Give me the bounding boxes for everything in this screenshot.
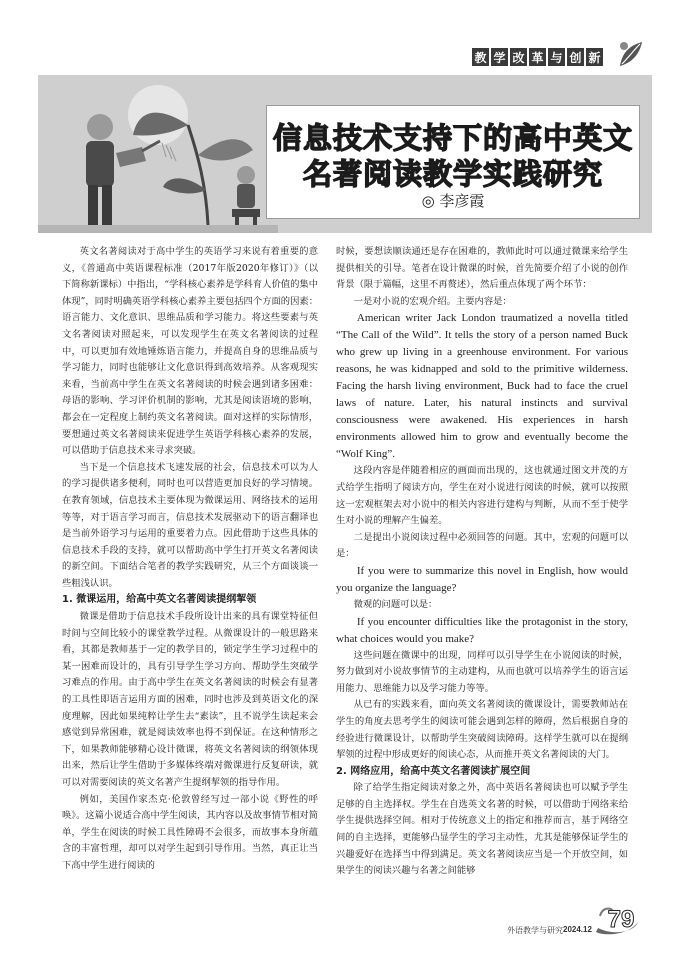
paragraph: 微课是借助于信息技术手段所设计出来的具有课堂特征但时间与空间比较小的课堂教学过程。从微课设计的一般思路来看，其都是教师基于一定的教学目的，锁定学生学习过程中的某一困难而设计的，具有引导学生学习方向、帮助学生突破学习难点的作用。由于高中学生在英文名著阅读的时候会有显著的工具性即语言运用方面的困难，同时也涉及到英语文化的深度理解，因此如果纯粹让学生去“素读”，且不说学生读起来会感觉到异常困难，就是阅读效率也得不到保证。在这种情形之下，如果教师能够精心设计微课，将英文名著阅读的纲领体现出来，然后让学生借助于多媒体终端对微课进行反复研读，就可以对需要阅读的英文名著产生提纲挈领的指导作用。 xyxy=(62,611,318,788)
paragraph: 这段内容是伴随着相应的画面而出现的，这也就通过图文并茂的方式给学生指明了阅读方向，学生在对小说进行阅读的时候，就可以按照这一宏观框架去对小说中的相关内容进行建构与判断，从而不至于使学生对小说的理解产生偏差。 xyxy=(336,465,628,527)
section-tag-char: 教 xyxy=(472,48,489,66)
article-title-line2: 名著阅读教学实践研究 xyxy=(302,157,603,191)
paragraph: 除了给学生指定阅读对象之外，高中英语名著阅读也可以赋予学生足够的自主选择权。学生在自选英文名著的时候，可以借助于网络来给学生提供选择空间。相对于传统意义上的指定和推荐而言，基于网络空间的自主选择，更能够凸显学生的学习主动性，尤其是能够保证学生的兴趣爱好在选择当中得到满足。英文名著阅读应当是一个开放空间，如果学生的阅读兴趣与名著之间能够 xyxy=(336,782,628,877)
section-tag-char: 革 xyxy=(529,48,546,66)
journal-issue: 2024.12 xyxy=(563,925,592,934)
article-title-line1: 信息技术支持下的高中英文 xyxy=(272,121,633,155)
left-column xyxy=(62,244,318,875)
paragraph: 例如，美国作家杰克·伦敦曾经写过一部小说《野性的呼唤》。这篇小说适合高中学生阅读，其内容以及故事情节相对简单，学生在阅读的时候工具性障碍不会很多，而故事本身所蕴含的丰富哲理，却可以对学生起到引导作用。当然，真正让当下高中学生进行阅读的 xyxy=(62,793,318,871)
paragraph: 这些问题在微课中的出现，同样可以引导学生在小说阅读的时候，努力做到对小说故事情节的主动建构，从而也就可以培养学生的语言运用能力、思维能力以及学习能力等等。 xyxy=(336,649,628,694)
section-tag-char: 改 xyxy=(510,48,527,66)
journal-name: 外语教学与研究 xyxy=(507,926,563,935)
page-number-badge xyxy=(594,902,640,938)
english-question: If you encounter difficulties like the protagonist in the story, what choices would you make? xyxy=(336,615,628,645)
leaf-logo-icon xyxy=(614,36,648,70)
english-passage: American writer Jack London traumatized a novella titled “The Call of the Wild”. It tells the story of a person named Buck who grew up living in a greenhouse environment. For various reasons, he was kidnapped and sold to the primitive wilderness. Facing the harsh living environment, Buck had to face the cruel laws of nature. Later, his natural instincts and survival consciousness were awakened. His experiences in harsh environments allowed him to grow and eventually become the “Wolf King”. xyxy=(336,312,628,461)
illustration-watering-plant xyxy=(38,75,278,233)
english-question: If you were to summarize this novel in English, how would you organize the language? xyxy=(336,564,628,594)
title-box xyxy=(266,105,640,219)
title-banner xyxy=(38,75,652,233)
paragraph: 从已有的实践来看，面向英文名著阅读的微课设计，需要教师站在学生的角度去思考学生的阅读可能会遇到怎样的障碍，然后根据自身的经验进行微课设计，以帮助学生突破阅读障碍。这样学生就可以在提纲挈领的过程中形成更好的阅读心态，从而推开英文名著阅读的大门。 xyxy=(336,699,628,761)
section-heading: 2. 网络应用，给高中英文名著阅读扩展空间 xyxy=(336,765,531,777)
article-author: ◎ 李彦霞 xyxy=(421,192,485,210)
paragraph: 一是对小说的宏观介绍。主要内容是： xyxy=(353,295,512,307)
section-heading: 1. 微课运用，给高中英文名著阅读提纲挈领 xyxy=(62,594,257,606)
paragraph: 英文名著阅读对于高中学生的英语学习来说有着重要的意义，《普通高中英语课程标准（2017年版2020年修订）》（以下简称新课标）中指出，“学科核心素养是学科育人价值的集中体现”，同时明确英语学科核心素养主要包括四个方面的因素：语言能力、文化意识、思维品质和学习能力。将这些要素与英文名著阅读对照起来，可以发现学生在英文名著阅读的过程中，可以更加有效地锤炼语言能力，并提高自身的思维品质与学习能力，同时也能够让文化意识得到高效培养。从客观现实来看，当前高中学生在英文名著阅读的时候会遇到诸多困难：母语的影响、学习评价机制的影响，尤其是阅读语境的影响，都会在一定程度上制约英文名著阅读。面对这样的实际情形，要想通过英文名著阅读来促进学生英语学科核心素养的发展，可以借助于信息技术来寻求突破。 xyxy=(62,246,318,457)
paragraph: 微观的问题可以是： xyxy=(353,598,438,610)
paragraph: 二是提出小说阅读过程中必须回答的问题。其中，宏观的问题可以是： xyxy=(336,531,628,560)
section-tag-char: 学 xyxy=(491,48,508,66)
section-tag xyxy=(472,48,603,66)
paragraph: 时候，要想读顺读通还是存在困难的，教师此时可以通过微课来给学生提供相关的引导。笔者在设计微课的时候，首先简要介绍了小说的创作背景（限于篇幅，这里不再赘述），然后重点体现了两个环节： xyxy=(336,246,628,291)
section-tag-char: 创 xyxy=(567,48,584,66)
section-tag-char: 与 xyxy=(548,48,565,66)
right-column xyxy=(336,244,628,880)
paragraph: 当下是一个信息技术飞速发展的社会，信息技术可以为人的学习提供诸多便利，同时也可以营造更加良好的学习情境。在教育领域，信息技术主要体现为微课运用、网络技术的运用等等，对于语言学习而言，信息技术发展驱动下的语言翻译也是当前外语学习与运用的重要着力点。因此借助于这些具体的信息技术手段的支持，就可以帮助高中学生打开英文名著阅读的新空间。下面结合笔者的教学实践研究，从三个方面谈谈一些粗浅认识。 xyxy=(62,461,318,589)
page-number: 79 xyxy=(607,906,635,933)
section-tag-char: 新 xyxy=(586,48,603,66)
